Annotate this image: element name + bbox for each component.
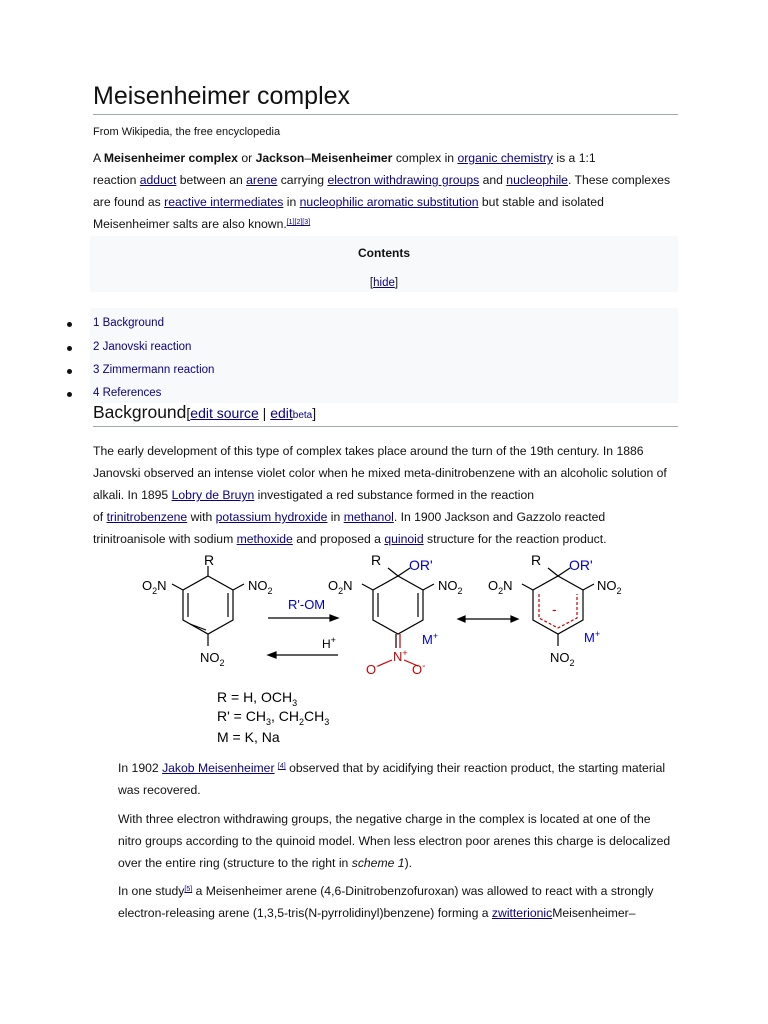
toc-item-janovski[interactable]: 2 Janovski reaction [93,341,192,353]
atom: NO [248,578,268,593]
section-heading-background [93,402,316,423]
bullet [67,369,72,374]
bullet [67,346,72,351]
text: In 1902 [118,761,163,775]
structure-trinitroarene [172,566,244,646]
bold-term: Jackson [255,151,305,165]
reference-link-4[interactable]: [4] [277,763,286,770]
text: in [327,510,344,524]
bracket: ] [394,277,399,289]
text: Meisenheimer salts are also known. [93,217,287,231]
link-organic-chemistry[interactable]: organic chemistry [457,151,553,165]
intro-line-4 [93,213,310,235]
subscript: 2 [152,586,158,596]
reference-link-5[interactable]: [5] [184,886,193,893]
label-cation-delocalized [584,629,600,645]
text: investigated a red substance formed in the reaction [254,488,535,502]
subscript: 2 [616,586,622,596]
text: or [237,151,256,165]
toc-title: Contents [358,246,410,260]
atom: NO [200,650,220,665]
text: alkali. In 1895 [93,488,172,502]
bg-line-5 [93,528,607,550]
label-nitronate-O-right [412,661,425,677]
charge: + [402,648,408,658]
link-potassium-hydroxide[interactable]: potassium hydroxide [215,510,328,524]
beta-label: beta [292,410,313,421]
link-adduct[interactable]: adduct [139,173,177,187]
page-title: Meisenheimer complex [93,82,351,110]
label-no2-bottom [200,650,225,668]
subscript: 2 [498,586,504,596]
atom: NO [550,650,570,665]
atom: O [328,578,339,593]
bold-term: Meisenheimer [311,151,393,165]
legend-R [217,689,297,708]
bg-line-3 [93,484,534,506]
bg-line-4 [93,506,605,528]
link-quinoid[interactable]: quinoid [384,532,424,546]
charge: - [376,661,380,672]
label-no2-delocalized [597,578,622,596]
legend-R-prime [217,708,329,727]
atom: NO [597,578,617,593]
text: . These complexes [567,173,671,187]
resonance-arrow [458,616,518,622]
label-cation-complex [422,631,438,647]
bullet [67,322,72,327]
p3-line-1: With three electron withdrawing groups, the negative charge in the complex is located at one of the [118,812,651,826]
subscript: 3 [265,717,271,727]
toc-item-references[interactable]: 4 References [93,387,162,399]
toc-item-zimmermann[interactable]: 3 Zimmermann reaction [93,364,215,376]
ring-charge-label: - [552,601,557,617]
atom: O [366,662,377,677]
label-nitronate-N [393,648,408,664]
text: over the entire ring (structure to the right in [118,856,352,870]
atom: N [157,578,167,593]
text: In one study [118,884,185,898]
atom: O [142,578,153,593]
forward-arrow [268,615,338,621]
text: in [283,195,300,209]
text: reaction [93,173,140,187]
subscript: 2 [267,586,273,596]
reagent-label: R'-OM [288,597,326,612]
link-arene[interactable]: arene [246,173,278,187]
reaction-scheme-figure [120,548,640,748]
bracket: ] [312,405,317,421]
p4-line-1 [118,880,654,902]
link-nucleophile[interactable]: nucleophile [506,173,568,187]
link-electron-withdrawing-groups[interactable]: electron withdrawing groups [327,173,480,187]
atom: N [343,578,353,593]
edit-source-link[interactable]: edit source [190,405,259,421]
link-jakob-meisenheimer[interactable]: Jakob Meisenheimer [162,761,275,775]
label-or-complex: OR' [409,557,433,573]
subscript: 2 [298,717,304,727]
text: ). [404,856,413,870]
text: and proposed a [292,532,385,546]
intro-line-1 [93,147,596,169]
subscript: 2 [219,658,225,668]
link-trinitrobenzene[interactable]: trinitrobenzene [106,510,188,524]
toc-hide-control [90,277,678,289]
text: of [93,510,107,524]
reference-links[interactable]: [1][2][3] [286,219,311,226]
subscript: 2 [338,586,344,596]
label-o2n-left [142,578,167,596]
toc-box [90,236,678,292]
label-R-delocalized: R [531,552,542,568]
separator: | [258,405,271,421]
legend-text: CH [304,708,325,724]
label-no2-right [248,578,273,596]
charge: - [422,661,426,672]
text: carrying [277,173,328,187]
text: . In 1900 Jackson and Gazzolo reacted [393,510,606,524]
p2-line-1 [118,757,665,779]
subscript: 3 [324,717,330,727]
acid-label [322,635,336,651]
legend-text: , CH [270,708,299,724]
link-methoxide[interactable]: methoxide [236,532,293,546]
text: but stable and isolated [478,195,604,209]
tagline: From Wikipedia, the free encyclopedia [93,126,281,138]
title-underline [93,114,678,115]
atom: H [322,637,331,651]
charge: + [432,631,439,641]
text: – [304,151,312,165]
atom: NO [438,578,458,593]
label-R: R [204,552,215,568]
reverse-arrow [268,652,338,658]
text: Meisenheimer– [552,906,636,920]
p3-line-2: nitro groups according to the quinoid model. When less electron poor arenes this charge is delocalized [118,834,671,848]
atom: N [393,649,403,664]
text: and [479,173,507,187]
text: complex in [392,151,458,165]
structure-quinoid-complex [362,568,434,634]
section-underline [93,426,678,427]
charge: + [594,629,601,639]
label-R-complex: R [371,552,382,568]
toc-list-bg [90,308,678,403]
p4-line-2 [118,902,636,924]
text: with [187,510,216,524]
text: between an [176,173,247,187]
label-no2-complex [438,578,463,596]
delocalized-charge-arc [539,594,577,628]
link-nucleophilic-aromatic-substitution[interactable]: nucleophilic aromatic substitution [299,195,479,209]
legend-text: R' = CH [217,708,266,724]
text: observed that by acidifying their reaction product, the starting material [285,761,666,775]
subscript: 2 [457,586,463,596]
text: trinitroanisole with sodium [93,532,237,546]
text: structure for the reaction product. [423,532,607,546]
italic-term: scheme 1 [351,856,405,870]
atom: M [584,630,595,645]
text: a Meisenheimer arene (4,6-Dinitrobenzofuroxan) was allowed to react with a strongly [192,884,654,898]
heading-text: Background [93,402,187,422]
charge: + [330,635,336,645]
text: electron-releasing arene (1,3,5-tris(N-pyrrolidinyl)benzene) forming a [118,906,492,920]
bracket: [ [186,405,191,421]
subscript: 2 [569,658,575,668]
subscript: 3 [292,698,298,708]
legend-text: R = H, OCH [217,689,293,705]
toc-item-background[interactable]: 1 Background [93,317,164,329]
label-o2n-delocalized [488,578,513,596]
bracket: [ [369,277,374,289]
atom: N [503,578,513,593]
p2-line-2: was recovered. [118,783,201,797]
bg-line-1: The early development of this type of complex takes place around the turn of the 19th century. In 1886 [93,444,644,458]
bold-term: Meisenheimer complex [103,151,238,165]
text: are found as [93,195,165,209]
toc-hide-link[interactable]: hide [373,277,395,289]
atom: O [488,578,499,593]
link-reactive-intermediates[interactable]: reactive intermediates [164,195,284,209]
atom: M [422,632,433,647]
p3-line-3 [118,852,412,874]
label-no2-bottom-delocalized [550,650,575,668]
intro-line-3 [93,191,604,213]
label-or-delocalized: OR' [569,557,593,573]
legend-M: M = K, Na [217,729,280,745]
link-zwitterionic[interactable]: zwitterionic [491,906,553,920]
intro-line-2 [93,169,670,191]
link-methanol[interactable]: methanol [343,510,394,524]
text: A [93,151,104,165]
bullet [67,392,72,397]
edit-link[interactable]: edit [270,405,293,421]
label-nitronate-O-left [366,661,379,677]
bg-line-2: Janovski observed an intense violet color when he mixed meta-dinitrobenzene with an alcoholic solution of [93,466,667,480]
link-lobry-de-bruyn[interactable]: Lobry de Bruyn [171,488,255,502]
text: is a 1:1 [552,151,596,165]
label-o2n-complex [328,578,353,596]
atom: O [412,662,423,677]
